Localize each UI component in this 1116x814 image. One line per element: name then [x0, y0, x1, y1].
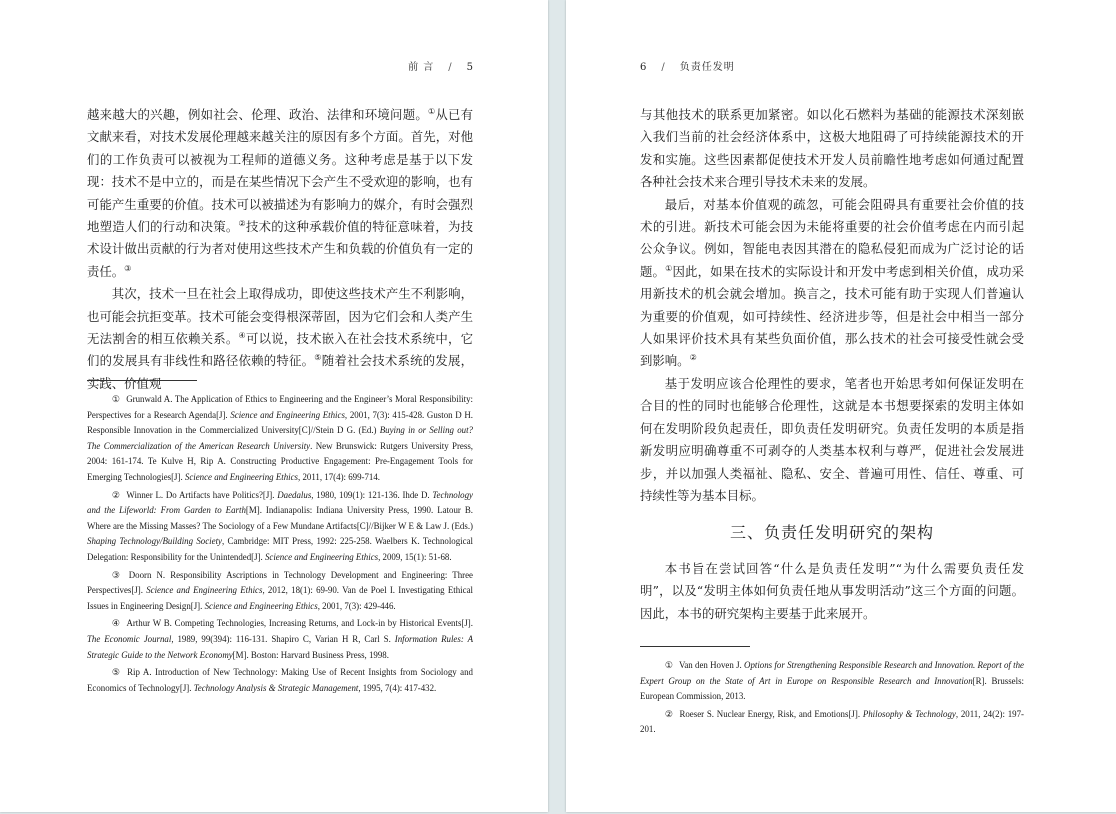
- paragraph: [640, 373, 1024, 507]
- footnote-ref[interactable]: ①: [427, 106, 436, 116]
- chapter-title: 前 言: [408, 62, 435, 73]
- paragraph: [87, 104, 473, 283]
- footnote-mark: ②: [664, 708, 674, 719]
- italic-title: Shaping Technology/Building Society: [87, 536, 222, 547]
- footnote: [87, 392, 473, 486]
- footnote-rule: [640, 646, 750, 647]
- footnote-mark: ①: [111, 394, 121, 404]
- footnote: [87, 665, 473, 696]
- text-run: Rip A. Introduction of New Technology: Making Use of Recent Insights from Sociology and Economics of Technology[J].: [87, 667, 473, 693]
- footnote-mark: ①: [664, 660, 673, 670]
- text-run: [M]. Boston: Harvard Business Press, 1998.: [232, 649, 389, 660]
- right-running-head: [640, 58, 735, 73]
- footnote-mark: ③: [111, 569, 123, 580]
- left-body-text: [87, 104, 473, 395]
- italic-title: Science and Engineering Ethics: [264, 551, 379, 562]
- text-run: 可以说，技术嵌入在社会技术系统中，它们的发展具有非线性和路径依赖的特征。: [87, 331, 474, 369]
- footnote-ref[interactable]: ②: [238, 218, 246, 228]
- text-run: 随着社会技术系统的发展，实践、价值观: [87, 353, 474, 391]
- footnote-ref[interactable]: ①: [665, 263, 673, 273]
- italic-title: Daedalus: [277, 489, 312, 500]
- footnote: [87, 568, 473, 615]
- text-run: , 2011, 17(4): 699-714.: [298, 471, 381, 482]
- text-run: , 2012, 18(1): 69-90. Van de Poel I. Investigating Ethical Issues in Engineering Design[J].: [87, 585, 473, 611]
- text-run: , 2001, 7(3): 429-446.: [317, 600, 396, 611]
- paragraph: [87, 283, 473, 395]
- italic-title: Buying in or Selling out? The Commercialization of the American Research University: [87, 425, 473, 451]
- text-run: 本书旨在尝试回答“什么是负责任发明”“为什么需要负责任发明”，以及“发明主体如何负责任地从事发明活动”这三个方面的问题。因此，本书的研究架构主要基于此来展开。: [640, 561, 1024, 621]
- text-run: 技术的这种承载价值的特征意味着，为技术设计做出贡献的行为者对使用这些技术产生和负载的价值负有一定的责任。: [87, 219, 474, 279]
- italic-title: Philosophy & Technology: [862, 708, 956, 719]
- text-run: 从已有文献来看，对技术发展伦理越来越关注的原因有多个方面。首先，对他们的工作负责可以被视为工程师的道德义务。这种考虑是基于以下发现：技术不是中立的，而是在某些情况下会产生不受欢迎的影响，也有可能产生重要的价值。技术可以被描述为有影响力的媒介，有时会强烈地塑造人们的行动和决策。: [87, 107, 474, 235]
- text-run: Winner L. Do Artifacts have Politics?[J].: [126, 489, 278, 500]
- text-run: 因此，如果在技术的实际设计和开发中考虑到相关价值，成功采用新技术的机会就会增加。换言之，技术可能有助于实现人们普遍认为重要的价值观，如可持续性、经济进步等，但是社会中相当一部分人如果评价技术具有某些负面价值，那么技术的社会可接受性就会受到影响。: [640, 263, 1025, 369]
- text-run: 越来越大的兴趣，例如社会、伦理、政治、法律和环境问题。: [87, 107, 428, 122]
- text-run: , 2011, 24(2): 197-201.: [640, 708, 1024, 735]
- right-footnotes: [640, 658, 1024, 740]
- footnote-mark: ⑤: [111, 667, 122, 678]
- text-run: 其次，技术一旦在社会上取得成功，即使这些技术产生不利影响，也可能会抗拒变革。技术可能会变得根深蒂固，因为它们会和人类产生无法割舍的相互依赖关系。: [87, 286, 473, 347]
- header-separator: /: [448, 62, 453, 73]
- footnote-ref[interactable]: ③: [124, 263, 132, 273]
- text-run: Doorn N. Responsibility Ascriptions in Technology Development and Engineering: Three Perspectives[J].: [87, 569, 473, 596]
- right-body-text: [640, 104, 1024, 507]
- italic-title: Information Rules: A Strategic Guide to the Network Economy: [87, 633, 473, 660]
- italic-title: Options for Strengthening Responsible Research and Innovation. Report of the Expert Group on the State of Art in Europe on Responsible Research and Innovation: [640, 660, 1024, 686]
- text-run: , 1995, 7(4): 417-432.: [358, 682, 437, 693]
- italic-title: Technology Analysis & Strategic Management: [193, 682, 359, 693]
- italic-title: Science and Engineering Ethics: [146, 585, 263, 596]
- text-run: , 2001, 7(3): 415-428. Guston D H. Responsible Innovation in the Commercialized University[C]//Stein D G. (Ed.): [87, 409, 473, 436]
- footnote-ref[interactable]: ②: [689, 353, 697, 363]
- footnote-ref[interactable]: ④: [238, 330, 246, 340]
- page-number: 6: [640, 62, 648, 73]
- italic-title: Science and Engineering Ethics: [184, 471, 299, 482]
- page-number: 5: [466, 62, 474, 73]
- paragraph: [640, 104, 1024, 194]
- left-running-head: [408, 58, 474, 73]
- italic-title: The Economic Journal: [87, 633, 172, 644]
- footnote-ref[interactable]: ⑤: [314, 353, 322, 363]
- section-body-text: [640, 558, 1024, 625]
- italic-title: Science and Engineering Ethics: [230, 409, 345, 420]
- book-title: 负责任发明: [679, 62, 735, 73]
- footnote-mark: ②: [111, 489, 121, 500]
- footnote: [640, 707, 1024, 738]
- text-run: 与其他技术的联系更加紧密。如以化石燃料为基础的能源技术深刻嵌入我们当前的社会经济体系中，这极大地阻碍了可持续能源技术的开发和实施。这些因素都促使技术开发人员前瞻性地考虑如何通过配置各种社会技术来合理引导技术未来的发展。: [640, 107, 1024, 190]
- text-run: , 2009, 15(1): 51-68.: [378, 551, 452, 562]
- text-run: Grunwald A. The Application of Ethics to Engineering and the Engineer’s Moral Responsibility: Perspectives for a Research Agenda[J].: [87, 394, 473, 420]
- section-heading: 三、负责任发明研究的架构: [729, 523, 934, 542]
- text-run: , 1989, 99(394): 116-131. Shapiro C, Varian H R, Carl S.: [171, 633, 395, 644]
- header-separator: /: [661, 62, 666, 73]
- text-run: , 1980, 109(1): 121-136. Ihde D.: [311, 489, 433, 500]
- text-run: Van den Hoven J.: [678, 660, 745, 670]
- italic-title: Science and Engineering Ethics: [204, 600, 318, 611]
- italic-title: Technology and the Lifeworld: From Garden to Earth: [87, 489, 473, 516]
- paragraph: [640, 194, 1024, 373]
- text-run: [M]. Indianapolis: Indiana University Press, 1990. Latour B. Where are the Missing Masses? The Sociology of a Few Mundane Artifacts[C]//Bijker W E & Law J. (Eds.): [87, 505, 473, 531]
- text-run: Roeser S. Nuclear Energy, Risk, and Emotions[J].: [679, 708, 863, 719]
- text-run: Arthur W B. Competing Technologies, Increasing Returns, and Lock-in by Historical Events[J].: [126, 618, 473, 629]
- footnote-rule: [87, 380, 197, 381]
- footnote: [87, 488, 473, 566]
- text-run: 最后，对基本价值观的疏忽，可能会阻碍具有重要社会价值的技术的引进。新技术可能会因为未能将重要的社会价值考虑在内而引起公众争议。例如，智能电表因其潜在的隐私侵犯而成为广泛讨论的话题。: [640, 196, 1024, 279]
- footnote: [87, 616, 473, 663]
- footnote-mark: ④: [111, 618, 121, 629]
- text-run: [R]. Brussels: European Commission, 2013.: [640, 675, 1025, 702]
- footnote: [640, 658, 1024, 705]
- text-run: , Cambridge: MIT Press, 1992: 225-258. Waelbers K. Technological Delegation: Responsibility for the Unintended[J].: [87, 536, 473, 562]
- paragraph: [640, 558, 1024, 625]
- left-footnotes: [87, 392, 473, 698]
- text-run: . New Brunswick: Rutgers University Press, 2004: 161-174. Te Kulve H, Rip A. Constructing Productive Engagement: Pre-Engagement Tools for Emerging Technologies[J].: [87, 440, 473, 482]
- text-run: 基于发明应该合伦理性的要求，笔者也开始思考如何保证发明在合目的性的同时也能够合伦理性，这就是本书想要探索的发明主体如何在发明阶段负起责任，即负责任发明研究。负责任发明的本质是指新发明应明确尊重不可剥夺的人类基本权利与尊严，促进社会发展进步，并以加强人类福祉、隐私、安全、普遍可用性、信任、尊重、可持续性等为基本目标。: [640, 375, 1024, 503]
